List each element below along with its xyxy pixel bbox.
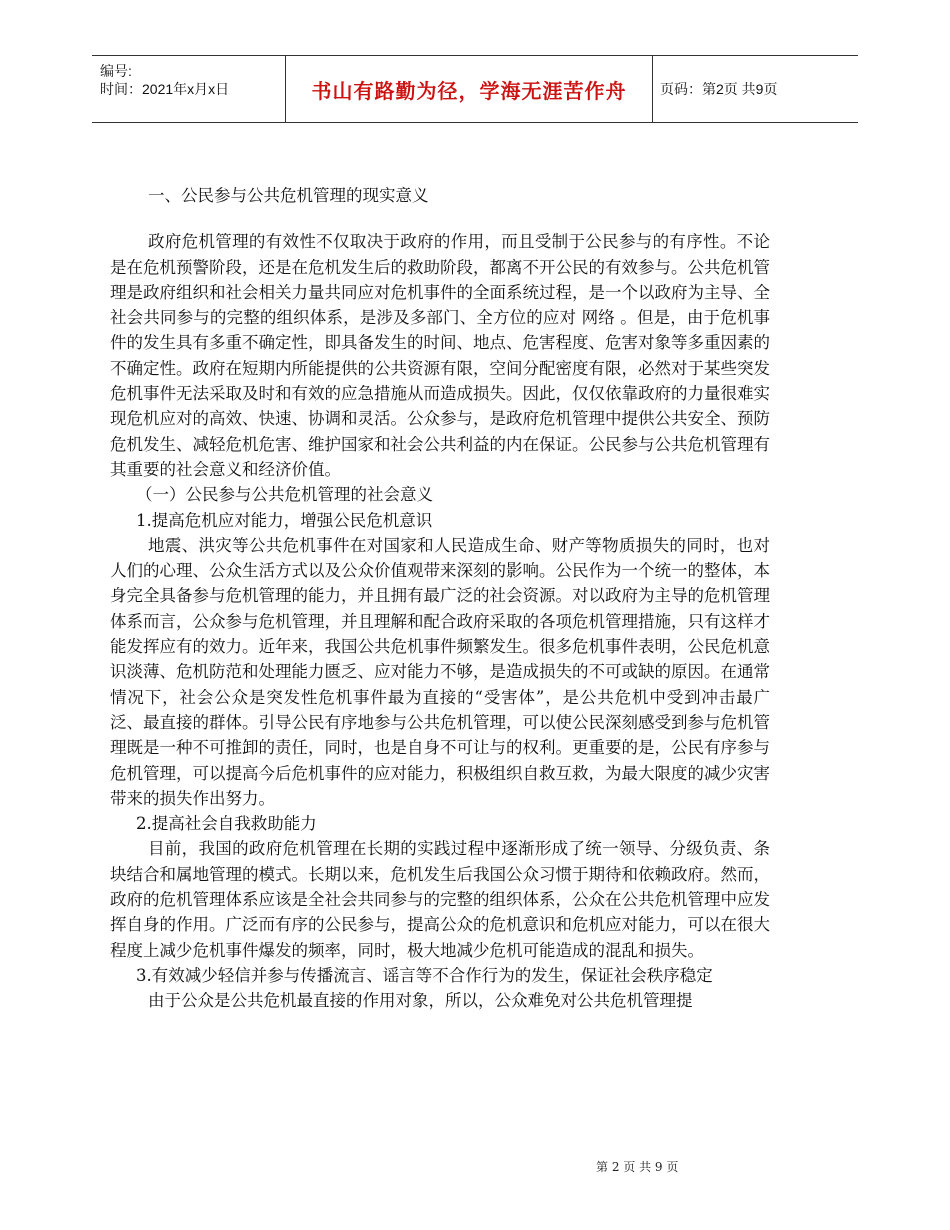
subsection-title: （一）公民参与公共危机管理的社会意义 — [136, 485, 433, 505]
item2-paragraph: 目前，我国的政府危机管理在长期的实践过程中逐渐形成了统一领导、分级负责、条块结合和属地管理的模式。长期以来，危机发生后我国公众习惯于期待和依赖政府。然而，政府的危机管理体系应该是全社会共同参与的完整的组织体系，公众在公共危机管理中应发挥自身的作用。广泛而有序的公民参与，提高公众的危机意识和危机应对能力，可以在很大程度上减少危机事件爆发的频率，同时，极大地减少危机可能造成的混乱和损失。 — [110, 839, 770, 960]
header-page-cell — [652, 56, 858, 122]
item1-paragraph: 地震、洪灾等公共危机事件在对国家和人民造成生命、财产等物质损失的同时，也对人们的心理、公众生活方式以及公众价值观带来深刻的影响。公民作为一个统一的整体，本身完全具备参与危机管理的能力，并且拥有最广泛的社会资源。对以政府为主导的危机管理体系而言，公众参与危机管理，并且理解和配合政府采取的各项危机管理措施，只有这样才能发挥应有的效力。近年来，我国公共危机事件频繁发生。很多危机事件表明，公民危机意识淡薄、危机防范和处理能力匮乏、应对能力不够，是造成损失的不可或缺的原因。在通常情况下，社会公众是突发性危机事件最为直接的“受害体”，是公共危机中受到冲击最广泛、最直接的群体。引导公民有序地参与公共危机管理，可以使公民深刻感受到参与危机管理既是一种不可推卸的责任，同时，也是自身不可让与的权利。更重要的是，公民有序参与危机管理，可以提高今后危机事件的应对能力，积极组织自救互救，为最大限度的减少灾害带来的损失作出努力。 — [110, 535, 770, 808]
page-header — [92, 55, 858, 123]
header-info — [92, 56, 285, 122]
section-heading: 一、公民参与公共危机管理的现实意义 — [148, 186, 429, 205]
number-label: 编号: — [100, 63, 132, 79]
page-footer: 第 2 页 共 9 页 — [596, 1160, 679, 1174]
intro-paragraph: 政府危机管理的有效性不仅取决于政府的作用，而且受制于公民参与的有序性。不论是在危机预警阶段，还是在危机发生后的救助阶段，都离不开公民的有效参与。公共危机管理是政府组织和社会相关力量共同应对危机事件的全面系统过程，是一个以政府为主导、全社会共同参与的完整的组织体系，是涉及多部门、全方位的应对 网络 。但是，由于危机事件的发生具有多重不确定性，即具备发生的时间、地点、危害程度、危害对象等多重因素的不确定性。政府在短期内所能提供的公共资源有限，空间分配密度有限，必然对于某些突发危机事件无法采取及时和有效的应急措施从而造成损失。因此，仅仅依靠政府的力量很难实现危机应对的高效、快速、协调和灵活。公众参与，是政府危机管理中提供公共安全、预防危机发生、减轻危机危害、维护国家和社会公共利益的内在保证。公民参与公共危机管理有其重要的社会意义和经济价值。 — [110, 232, 770, 479]
item3-paragraph: 由于公众是公共危机最直接的作用对象，所以，公众难免对公共危机管理提 — [148, 991, 693, 1011]
header-motto: 书山有路勤为径，学海无涯苦作舟 — [311, 78, 627, 103]
item2-title: 2.提高社会自我救助能力 — [136, 814, 317, 834]
time-label: 时间：2021年x月x日 — [100, 81, 230, 97]
header-page-label: 页码：第2页 共9页 — [660, 81, 778, 97]
item3-title: 3.有效减少轻信并参与传播流言、谣言等不合作行为的发生，保证社会秩序稳定 — [136, 965, 713, 985]
document-body — [110, 183, 770, 1014]
item1-title: 1.提高危机应对能力，增强公民危机意识 — [136, 510, 433, 530]
header-motto-cell — [285, 56, 653, 122]
